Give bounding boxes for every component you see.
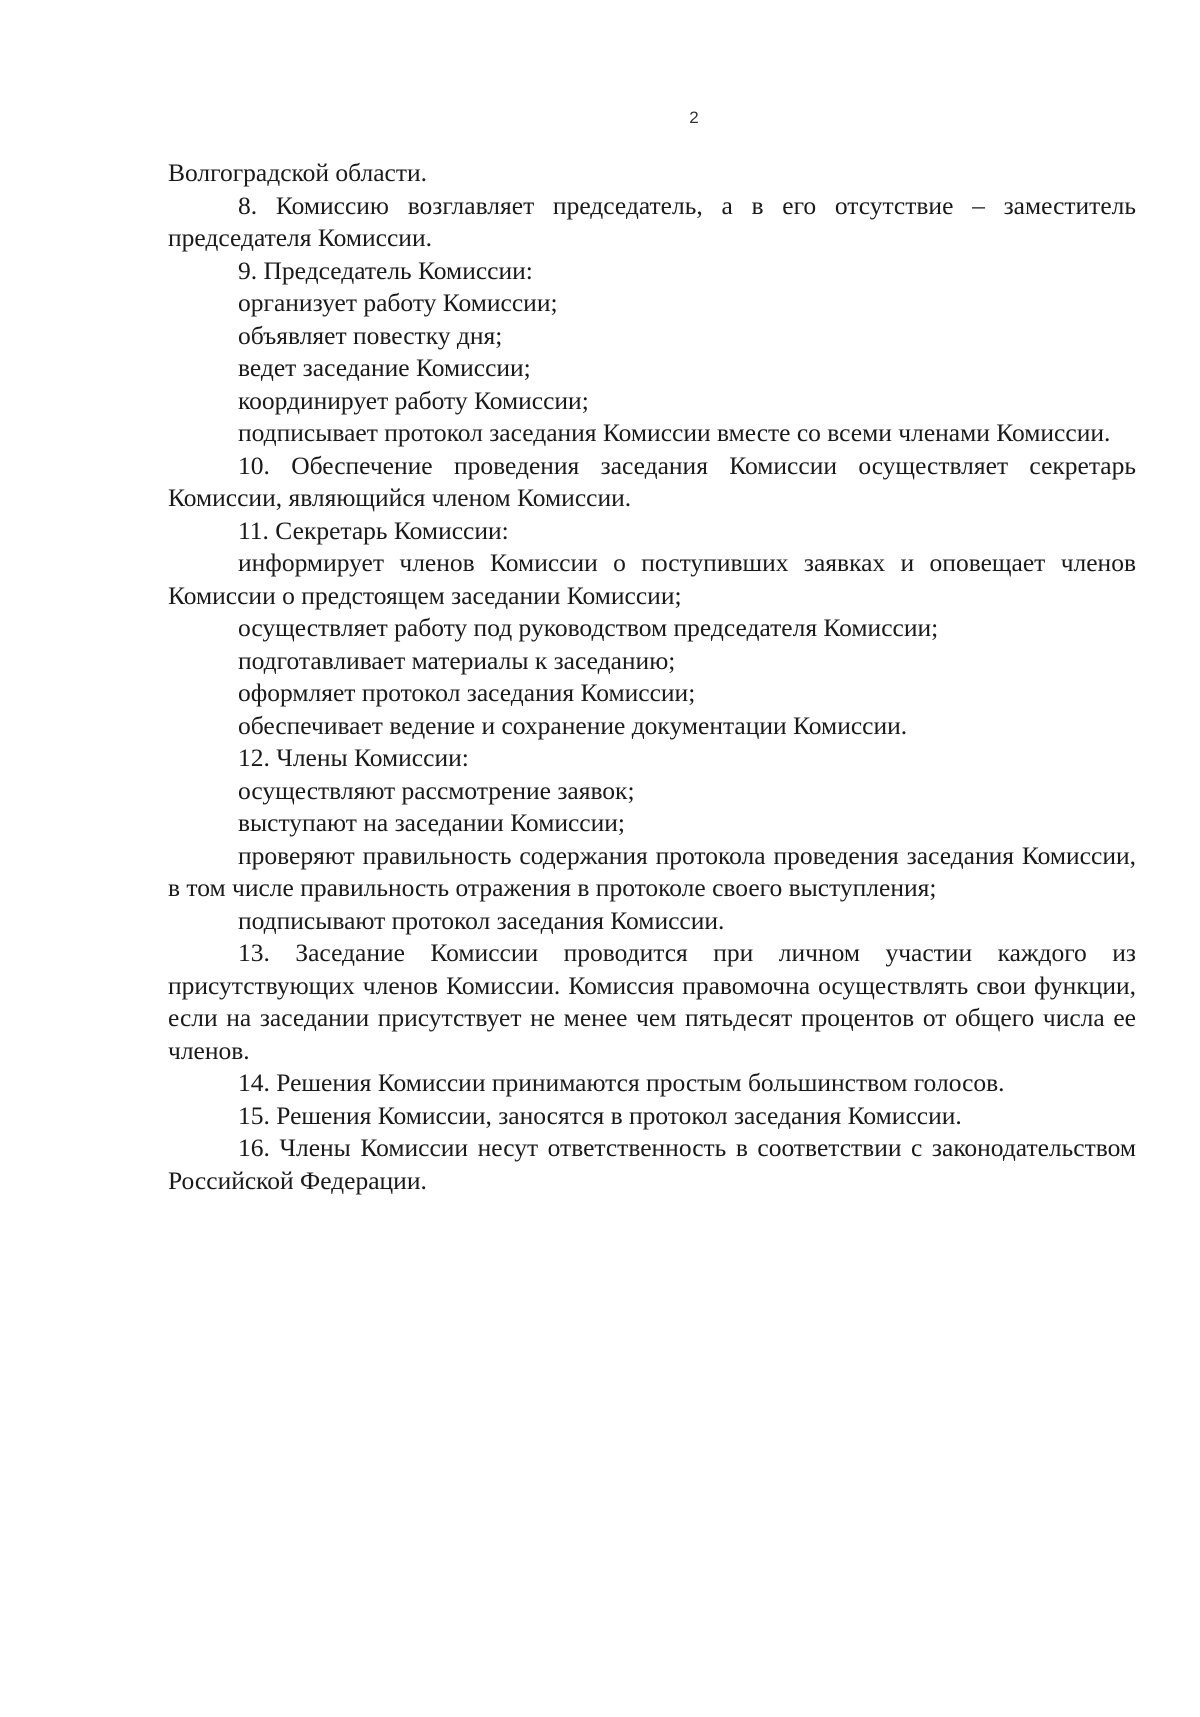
paragraph: ведет заседание Комиссии; [238,353,531,382]
document-body [168,157,1136,1197]
paragraph: Волгоградской области. [168,158,428,187]
paragraph: 14. Решения Комиссии принимаются простым большинством голосов. [238,1068,1005,1097]
paragraph: 13. Заседание Комиссии проводится при личном участии каждого из присутствующих членов Комиссии. Комиссия правомочна осуществлять свои функции, если на заседании присутствует не менее чем пятьдесят процентов от общего числа ее членов. [168,938,1136,1065]
page-number: 2 [689,108,699,127]
paragraph: 16. Члены Комиссии несут ответственность в соответствии с законодательством Российской Федерации. [168,1133,1136,1195]
paragraph: подписывает протокол заседания Комиссии вместе со всеми членами Комиссии. [238,418,1111,447]
paragraph: осуществляет работу под руководством председателя Комиссии; [238,613,939,642]
paragraph: объявляет повестку дня; [238,320,503,350]
paragraph: 9. Председатель Комиссии: [238,255,533,285]
paragraph: организует работу Комиссии; [238,288,558,317]
paragraph: подписывают протокол заседания Комиссии. [238,905,725,935]
paragraph: 8. Комиссию возглавляет председатель, а в его отсутствие – заместитель председателя Комиссии. [168,190,1136,252]
paragraph: оформляет протокол заседания Комиссии; [238,678,696,707]
paragraph: 11. Секретарь Комиссии: [238,515,509,545]
paragraph: осуществляют рассмотрение заявок; [238,775,635,805]
paragraph: обеспечивает ведение и сохранение документации Комиссии. [238,710,908,740]
paragraph: 15. Решения Комиссии, заносятся в протокол заседания Комиссии. [238,1100,962,1130]
paragraph: 12. Члены Комиссии: [238,743,469,772]
paragraph: 10. Обеспечение проведения заседания Комиссии осуществляет секретарь Комиссии, являющийся членом Комиссии. [168,450,1136,512]
paragraph: проверяют правильность содержания протокола проведения заседания Комиссии, в том числе правильность отражения в протоколе своего выступления; [168,840,1136,902]
paragraph: подготавливает материалы к заседанию; [238,645,676,675]
paragraph: информирует членов Комиссии о поступивших заявках и оповещает членов Комиссии о предстоящем заседании Комиссии; [168,548,1136,610]
paragraph: координирует работу Комиссии; [238,385,589,415]
paragraph: выступают на заседании Комиссии; [238,808,625,837]
